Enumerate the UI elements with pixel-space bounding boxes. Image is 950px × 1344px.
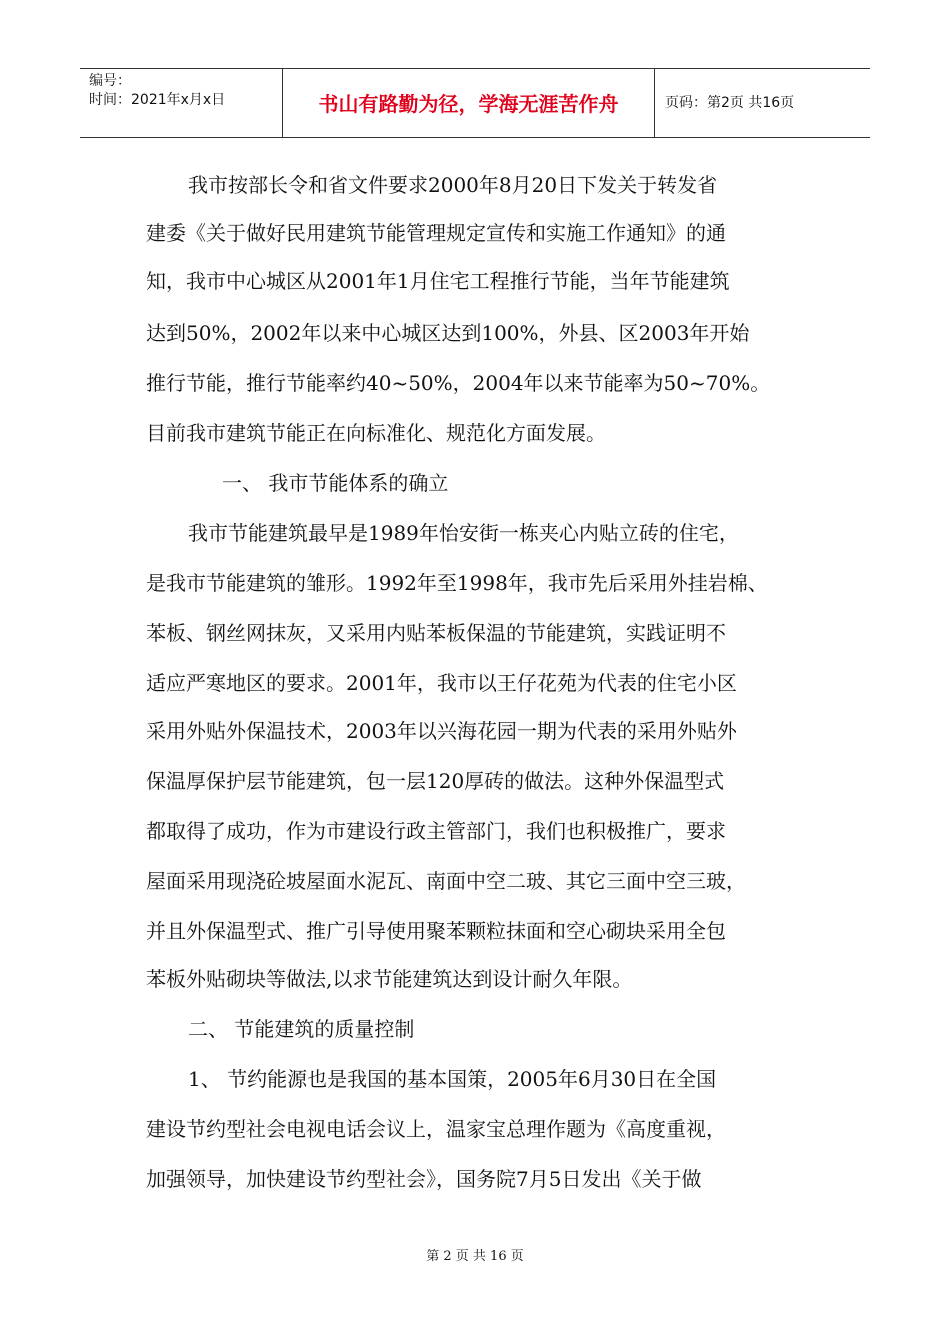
body-line: 适应严寒地区的要求。2001年，我市以王仔花苑为代表的住宅小区 [146, 671, 737, 695]
body-line: 我市节能建筑最早是1989年怡安街一栋夹心内贴立砖的住宅， [188, 521, 739, 545]
header-page-info: 页码：第2页 共16页 [665, 95, 795, 111]
header-table [80, 68, 870, 138]
body-line: 达到50%，2002年以来中心城区达到100%，外县、区2003年开始 [146, 321, 750, 345]
page-footer: 第 2 页 共 16 页 [426, 1249, 524, 1264]
body-line: 目前我市建筑节能正在向标准化、规范化方面发展。 [146, 421, 606, 445]
body-line: 建委《关于做好民用建筑节能管理规定宣传和实施工作通知》的通 [146, 221, 726, 245]
body-line: 知，我市中心城区从2001年1月住宅工程推行节能，当年节能建筑 [146, 269, 730, 293]
body-line: 屋面采用现浇砼坡屋面水泥瓦、南面中空二玻、其它三面中空三玻， [146, 869, 746, 893]
section-heading: 一、 我市节能体系的确立 [222, 471, 449, 495]
body-line: 推行节能，推行节能率约40~50%，2004年以来节能率为50~70%。 [146, 371, 771, 395]
body-line: 并且外保温型式、推广引导使用聚苯颗粒抹面和空心砌块采用全包 [146, 919, 726, 943]
header-motto: 书山有路勤为径，学海无涯苦作舟 [318, 92, 619, 116]
header-page-cell [655, 69, 870, 137]
body-line: 是我市节能建筑的雏形。1992年至1998年，我市先后采用外挂岩棉、 [146, 571, 768, 595]
header-motto-cell [283, 69, 655, 137]
section-heading: 二、 节能建筑的质量控制 [188, 1017, 415, 1041]
body-line: 保温厚保护层节能建筑，包一层120厚砖的做法。这种外保温型式 [146, 769, 725, 793]
body-line: 采用外贴外保温技术，2003年以兴海花园一期为代表的采用外贴外 [146, 719, 737, 743]
body-line: 1、 节约能源也是我国的基本国策，2005年6月30日在全国 [188, 1067, 717, 1091]
document-date: 时间：2021年x月x日 [89, 92, 226, 108]
body-line: 我市按部长令和省文件要求2000年8月20日下发关于转发省 [188, 173, 718, 197]
body-line: 苯板外贴砌块等做法,以求节能建筑达到设计耐久年限。 [146, 967, 633, 991]
body-line: 都取得了成功，作为市建设行政主管部门，我们也积极推广，要求 [146, 819, 726, 843]
body-line: 加强领导，加快建设节约型社会》，国务院7月5日发出《关于做 [146, 1167, 702, 1191]
body-line: 建设节约型社会电视电话会议上，温家宝总理作题为《高度重视， [146, 1117, 726, 1141]
header-meta-cell [80, 69, 283, 137]
document-number-label: 编号： [89, 73, 131, 89]
body-line: 苯板、钢丝网抹灰，又采用内贴苯板保温的节能建筑，实践证明不 [146, 621, 726, 645]
